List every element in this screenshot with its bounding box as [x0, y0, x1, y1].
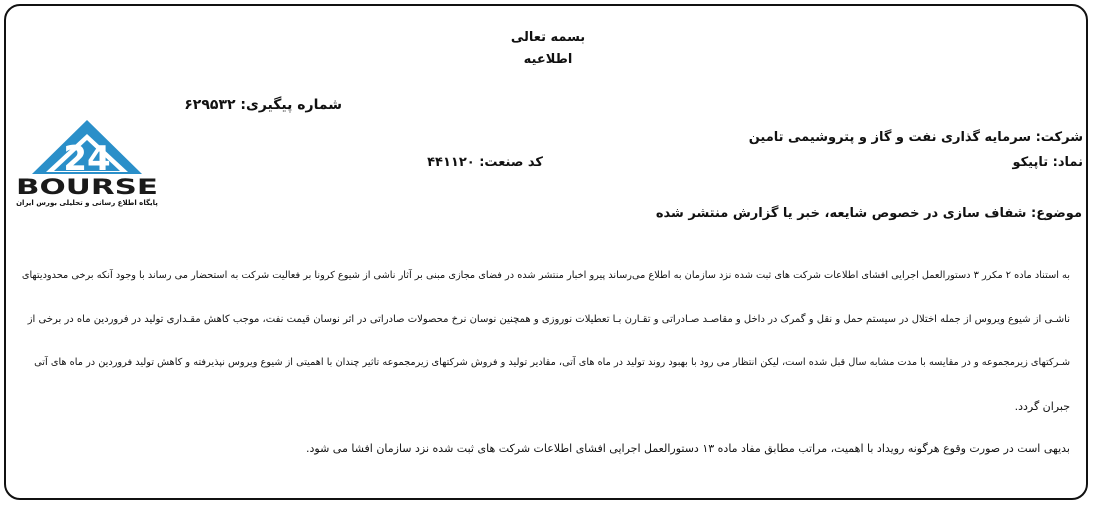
logo-number-mark: 24	[63, 139, 111, 179]
header-basmala: بسمه تعالی	[510, 30, 586, 45]
ticker-symbol: نماد: تاپیکو	[1012, 155, 1083, 170]
body-line-1: به استناد ماده ۲ مکرر ۳ دستورالعمل اجرایی افشای اطلاعات شرکت های ثبت شده نزد سازمان به اطلاع می‌رساند پیرو اخبار منتشر شده در فضای مجازی مبنی بر آثار ناشی از شیوع کرونا بر فعالیت شرکت به استحضار می رساند با وجود آنکه برخی محدودیتهای	[21, 270, 1070, 281]
body-line-2: ناشـی از شیوع ویروس از جمله اختلال در سیستم حمل و نقل و گمرک در داخل و مقاصـد صـادراتی و تقـارن بـا تعطیلات نوروزی و همچنین نوسان نرخ محصولات صادراتی در اثر نوسان قیمت نفت، موجب کاهش مقـداری تولید در فروردین ماه در برخی از	[27, 314, 1070, 325]
tracking-number: شماره پیگیری: ۶۲۹۵۳۲	[184, 97, 342, 113]
bourse-logo-icon	[12, 116, 162, 198]
industry-code: کد صنعت: ۴۴۱۱۲۰	[427, 155, 543, 170]
body-line-3: شـرکتهای زیرمجموعه و در مقایسه با مدت مشابه سال قبل شده است، لیکن انتظار می رود با بهبود روند تولید در ماه های آتی، مقادیر تولید و فروش شرکتهای زیرمجموعه تاثیر چندان با اهمیتی از شیوع ویروس نپذیرفته و کاهش تولید فروردین در ماه های آتی	[34, 357, 1070, 368]
bourse24-logo	[12, 116, 162, 211]
body-closing-paragraph: بدیهی است در صورت وقوع هرگونه رویداد با اهمیت، مراتب مطابق مفاد ماده ۱۳ دستورالعمل اجرایی افشای اطلاعات شرکت های ثبت شده نزد سازمان افشا می شود.	[306, 442, 1070, 455]
announcement-frame	[4, 4, 1088, 500]
header-title: اطلاعیه	[523, 52, 573, 67]
body-line-4: جبران گردد.	[1014, 400, 1070, 413]
company-name: شرکت: سرمایه گذاری نفت و گاز و پتروشیمی تامین	[748, 130, 1083, 145]
subject-line: موضوع: شفاف سازی در خصوص شایعه، خبر یا گزارش منتشر شده	[655, 206, 1082, 221]
logo-tagline: پایگاه اطلاع رسانی و تحلیلی بورس ایران	[16, 199, 158, 207]
logo-wordmark: BOURSE	[16, 175, 158, 198]
